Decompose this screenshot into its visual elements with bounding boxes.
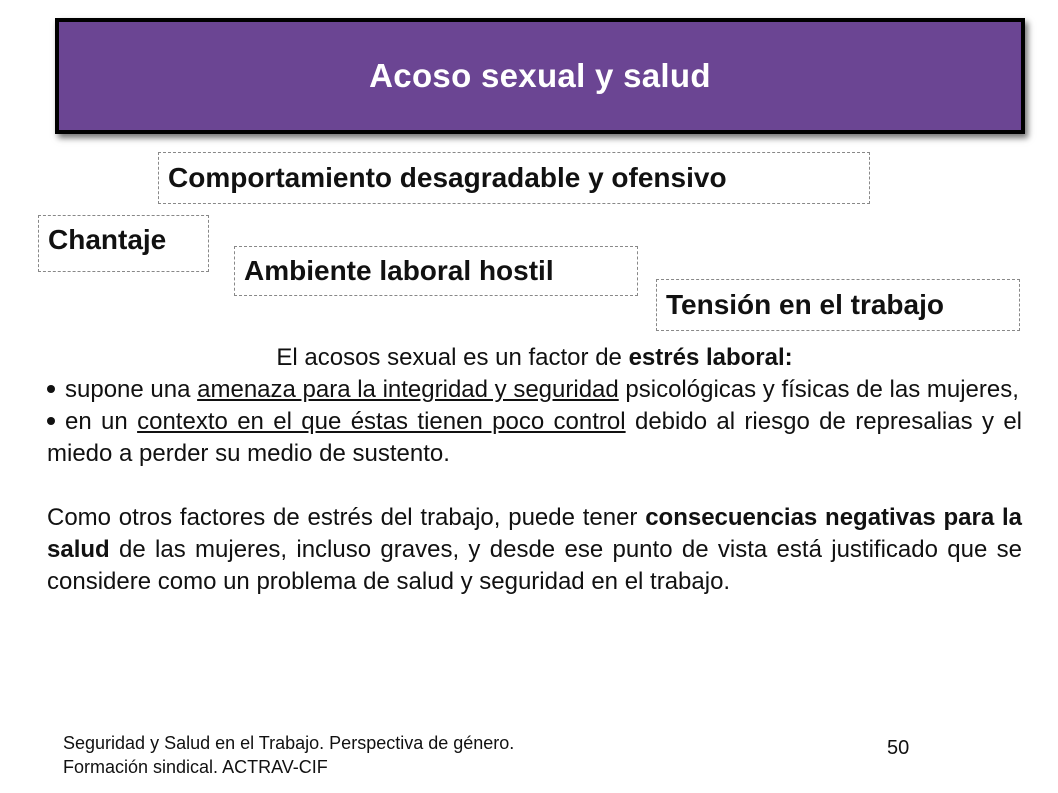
bullet-item-2: en un contexto en el que éstas tienen poco control debido al riesgo de represalias y el miedo a perder su medio de sustento. bbox=[47, 408, 1022, 467]
footer-source: Seguridad y Salud en el Trabajo. Perspectiva de género. Formación sindical. ACTRAV-CIF bbox=[63, 733, 515, 777]
slide-title-banner bbox=[55, 18, 1025, 134]
page-number: 50 bbox=[887, 737, 910, 759]
bullet-item-1: supone una amenaza para la integridad y seguridad psicológicas y físicas de las mujeres, bbox=[47, 374, 1022, 406]
intro-line: El acosos sexual es un factor de estrés laboral: bbox=[276, 344, 793, 371]
tag-tension-trabajo: Tensión en el trabajo bbox=[656, 279, 1020, 331]
body-text bbox=[47, 342, 1022, 598]
consequences-paragraph: Como otros factores de estrés del trabajo, puede tener consecuencias negativas para la salud de las mujeres, incluso graves, y desde ese punto de vista está justificado que se considere como un problema de salud y seguridad en el trabajo. bbox=[47, 504, 1022, 595]
slide-title: Acoso sexual y salud bbox=[369, 57, 711, 94]
tag-ambiente-hostil: Ambiente laboral hostil bbox=[234, 246, 638, 296]
tag-comportamiento: Comportamiento desagradable y ofensivo bbox=[158, 152, 870, 204]
bullet-icon bbox=[47, 385, 55, 393]
tag-chantaje: Chantaje bbox=[38, 215, 209, 272]
bullet-icon bbox=[47, 417, 55, 425]
